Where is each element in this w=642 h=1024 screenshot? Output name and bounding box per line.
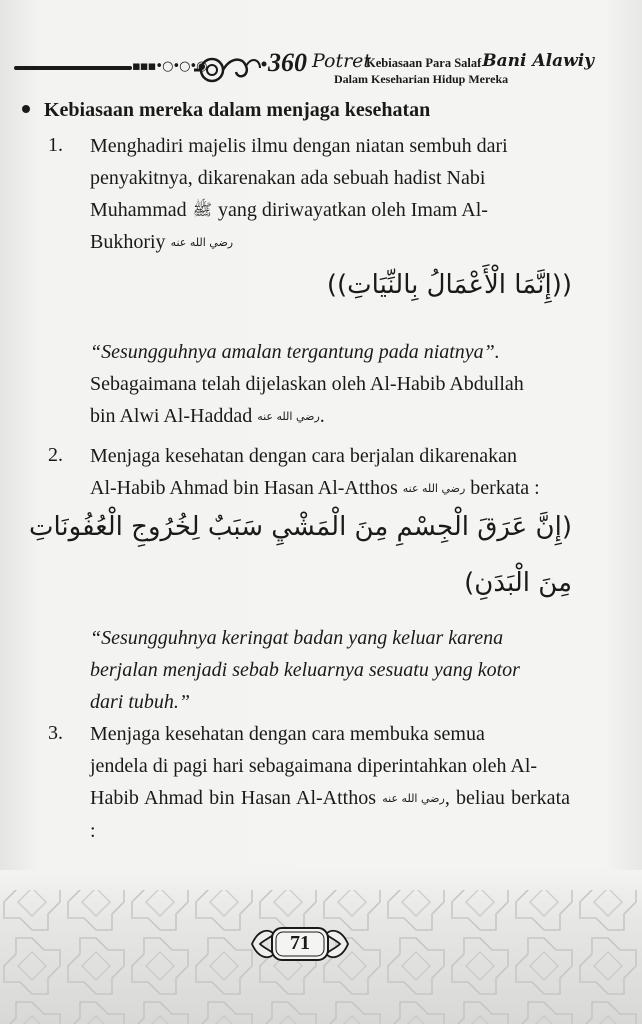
item-number-1: 1. (48, 134, 63, 156)
item-1-after-line-2: bin Alwi Al-Haddad رضي الله عنه. (90, 400, 570, 433)
item-1-after-line-2-text: bin Alwi Al-Haddad (90, 405, 253, 427)
item-2-line-1: Menjaga kesehatan dengan cara berjalan dikarenakan (90, 445, 517, 467)
item-1-line-3-part-a: Muhammad (90, 199, 187, 221)
arabic-quote-2-line-2: مِنَ الْبَدَنِ) (464, 568, 572, 598)
saw-honorific-icon: ﷺ (192, 200, 212, 219)
ra-honorific-icon: رضي الله عنه (170, 236, 234, 250)
item-1-line-4-text: Bukhoriy (90, 231, 166, 253)
item-1-line-3-part-b: yang diriwayatkan oleh Imam Al- (217, 199, 488, 221)
item-2-text (90, 440, 570, 505)
item-2-translation-line-2: berjalan menjadi sebab keluarnya sesuatu yang kotor (90, 659, 520, 681)
item-2-translation-line-1: “Sesungguhnya keringat badan yang keluar karena (90, 627, 504, 649)
item-number-3: 3. (48, 722, 63, 744)
item-number-2: 2. (48, 444, 63, 466)
page-number: 71 (290, 932, 310, 954)
header-title-line2: Dalam Keseharian Hidup Mereka (334, 72, 509, 86)
item-1-line-4 (90, 226, 570, 259)
item-1-line-3 (90, 194, 570, 226)
ra-honorific-icon: رضي الله عنه (257, 410, 320, 424)
item-2-translation-line-3: dari tubuh.” (90, 691, 191, 713)
item-2-translation (90, 622, 570, 718)
item-2-line-2-text: Al-Habib Ahmad bin Hasan Al-Atthos (90, 477, 398, 499)
item-3-line-3 (90, 782, 570, 847)
header-script-word: Potret (312, 50, 372, 72)
header-title-text: Kebiasaan Para Salaf (366, 56, 482, 70)
item-1-line-1: Menghadiri majelis ilmu dengan niatan sembuh dari (90, 135, 508, 157)
ra-honorific-icon: رضي الله عنه (402, 482, 466, 496)
arabic-hadith-1: ((إِنَّمَا الْأَعْمَالُ بِالنِّيَاتِ)) (326, 270, 572, 300)
item-1-translation: “Sesungguhnya amalan tergantung pada niatnya”. (90, 341, 500, 363)
item-3-line-3-text: Habib Ahmad bin Hasan Al-Atthos (90, 787, 377, 809)
arabic-quote-2-line-1: (إِنَّ عَرَقَ الْجِسْمِ مِنَ الْمَشْيِ سَبَبٌ لِخُرُوجِ الْعُفُونَاتِ (29, 512, 572, 542)
header-script-name: Bani Alawiy (482, 51, 595, 71)
section-heading (22, 99, 430, 122)
item-1-text (90, 130, 570, 259)
section-heading-text: Kebiasaan mereka dalam menjaga kesehatan (44, 99, 431, 121)
item-3-text (90, 718, 570, 847)
item-1-explanation (90, 368, 570, 433)
item-2-line-2-end: berkata : (470, 477, 540, 499)
header-book-number: 360 (268, 48, 307, 77)
item-1-line-2: penyakitnya, dikarenakan ada sebuah hadist Nabi (90, 167, 486, 189)
header-ornament-dots: ▪▪▪•○•○•◉ (132, 59, 207, 74)
bullet-icon (22, 105, 30, 113)
item-1-after-line-1: Sebagaimana telah dijelaskan oleh Al-Habib Abdullah (90, 373, 524, 395)
item-3-line-1: Menjaga kesehatan dengan cara membuka semua (90, 723, 485, 745)
ra-honorific-icon: رضي الله عنه (382, 792, 445, 806)
item-3-line-2: jendela di pagi hari sebagaimana diperintahkan oleh Al- (90, 755, 538, 777)
item-2-line-2 (90, 472, 570, 505)
item-3-line-3-end: , beliau berkata : (90, 787, 570, 843)
